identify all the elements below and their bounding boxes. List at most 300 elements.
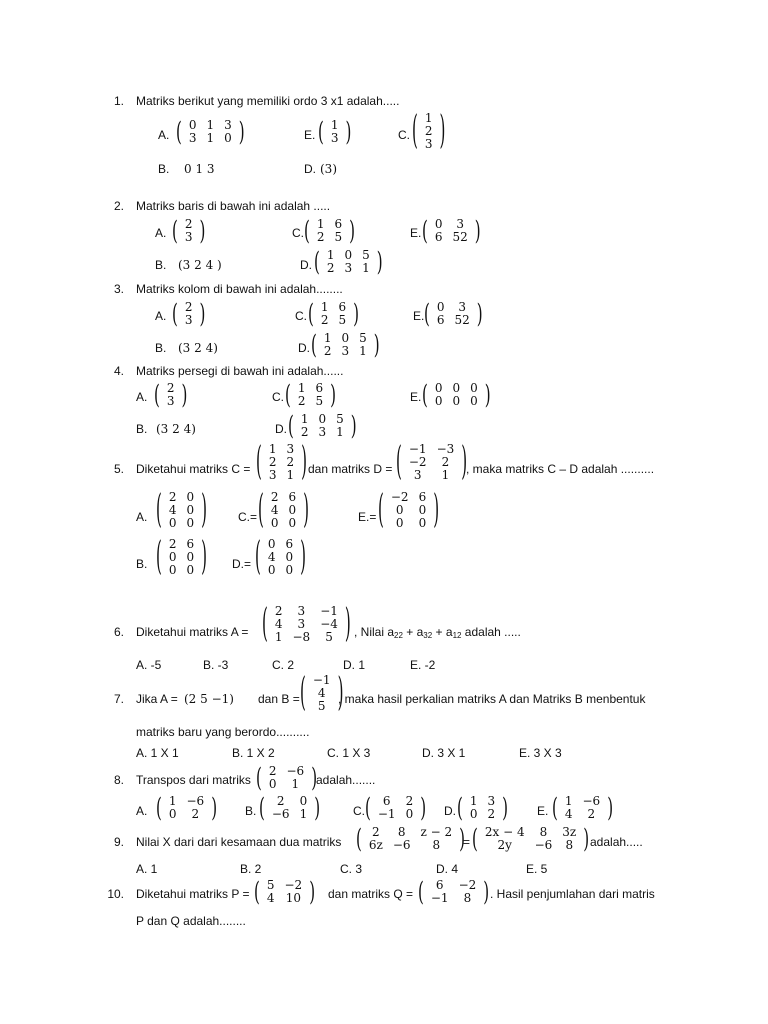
matrix-cell: 6: [435, 878, 444, 892]
q4-number: 4.: [113, 364, 124, 378]
q3-option-b-label: B.: [155, 341, 167, 355]
matrix-cell: 2: [323, 344, 332, 358]
matrix-cell: 2: [286, 455, 295, 469]
matrix-cell: 0: [268, 777, 277, 791]
left-paren: (: [285, 378, 291, 410]
matrix-cell: 1: [362, 261, 370, 275]
q6-answer-b: B. -3: [203, 658, 229, 672]
q2-text: Matriks baris di bawah ini adalah .....: [136, 199, 331, 213]
matrix-cell: 8: [539, 825, 548, 839]
matrix-cell: 6: [315, 381, 324, 395]
q4-option-b-matrix: (3 2 4): [156, 422, 196, 436]
q9-answer-a: A. 1: [136, 862, 158, 876]
matrix-cell: 1: [286, 468, 295, 482]
q4-option-c-label: C.: [272, 390, 284, 404]
left-paren: (: [288, 409, 294, 441]
q7-answer-e: E. 3 X 3: [519, 746, 562, 760]
q9-text: Nilai X dari dari kesamaan dua matriks: [136, 835, 342, 849]
matrix-cell: 0: [470, 394, 478, 408]
q7-answer-c: C. 1 X 3: [327, 746, 371, 760]
left-paren: (: [262, 599, 268, 647]
q9-equals-sign: =: [463, 835, 471, 849]
matrix-cell: 4: [270, 503, 279, 517]
matrix-cell: 0: [186, 563, 195, 577]
matrix-cell: −6: [392, 838, 411, 852]
matrix-cell: 0: [434, 394, 443, 408]
matrix-cell: 2: [184, 300, 193, 314]
right-paren: ): [439, 106, 446, 154]
q3-option-e-label: E.: [413, 309, 425, 323]
left-paren: (: [259, 791, 265, 823]
matrix-cell: 1: [326, 248, 335, 262]
matrix-cell: 5: [317, 699, 326, 713]
left-paren: (: [154, 378, 160, 410]
q6-answer-a: A. -5: [136, 658, 162, 672]
q7-answer-a: A. 1 X 1: [136, 746, 179, 760]
matrix-cell: 0: [405, 807, 414, 821]
right-paren: ): [502, 791, 508, 823]
matrix-cell: 1: [359, 344, 367, 358]
matrix-cell: 4: [317, 686, 326, 700]
matrix-cell: 0: [186, 516, 195, 530]
matrix-cell: −6: [286, 764, 305, 778]
matrix-cell: 3: [344, 261, 353, 275]
q4-option-a-label: A.: [136, 390, 148, 404]
matrix-cell: 3: [318, 425, 327, 439]
q8-option-b-label: B.: [245, 804, 257, 818]
left-paren: (: [356, 822, 362, 854]
left-paren: (: [176, 115, 182, 147]
matrix-cell: −1: [320, 604, 338, 618]
left-paren: (: [552, 791, 558, 823]
matrix-cell: 0: [395, 503, 404, 517]
q10-matrix-q: [418, 875, 490, 907]
matrix-cell: 2: [300, 425, 309, 439]
q5-option-e-label: E.=: [358, 510, 377, 524]
left-paren: (: [422, 214, 428, 246]
q5-option-b-matrix: [156, 532, 207, 580]
matrix-cell: 4: [266, 891, 275, 905]
q2-option-d-label: D.: [300, 258, 312, 272]
matrix-cell: 3: [458, 300, 466, 314]
matrix-cell: 0: [168, 807, 177, 821]
matrix-cell: 4: [564, 807, 573, 821]
right-paren: ): [484, 378, 491, 410]
matrix-cell: 5: [266, 878, 275, 892]
right-paren: ): [350, 409, 357, 441]
q6-nilai-label: , Nilai: [354, 625, 388, 639]
left-paren: (: [256, 437, 262, 485]
q8-option-b-matrix: [259, 791, 321, 823]
q10-text-p: Diketahui matriks P =: [136, 887, 250, 901]
matrix-cell: 6: [436, 313, 445, 327]
q1-option-b-matrix: 0 1 3: [184, 162, 215, 176]
matrix-cell: 1: [323, 331, 332, 345]
q10-number: 10.: [107, 887, 124, 901]
matrix-cell: 5: [338, 313, 347, 327]
q9-matrix-right: [472, 822, 590, 854]
matrix-cell: 0: [452, 394, 461, 408]
right-paren: ): [301, 437, 307, 485]
matrix-cell: 5: [315, 394, 324, 408]
q2-number: 2.: [113, 199, 124, 213]
matrix-cell: 1: [274, 630, 283, 644]
matrix-cell: 5: [325, 630, 333, 644]
left-paren: (: [422, 378, 428, 410]
matrix-cell: 3: [188, 131, 197, 145]
matrix-cell: 3: [413, 468, 422, 482]
matrix-cell: 5: [334, 230, 343, 244]
q8-matrix: [256, 761, 318, 793]
right-paren: ): [376, 245, 383, 277]
matrix-cell: 3: [487, 794, 496, 808]
matrix-cell: 4: [267, 550, 276, 564]
q2-option-e-matrix: [422, 214, 481, 246]
q3-option-d-label: D.: [298, 341, 310, 355]
q9-adalah: adalah.....: [590, 835, 643, 849]
q6-number: 6.: [113, 625, 124, 639]
q3-option-a-label: A.: [155, 309, 167, 323]
matrix-cell: 0: [186, 503, 195, 517]
matrix-cell: −6: [534, 838, 553, 852]
q8-option-a-matrix: [156, 791, 218, 823]
matrix-cell: 6: [382, 794, 391, 808]
matrix-cell: 1: [336, 425, 344, 439]
left-paren: (: [318, 115, 324, 147]
right-paren: ): [483, 875, 490, 907]
q6-term-0: a: [387, 625, 395, 639]
right-paren: ): [344, 599, 351, 647]
q7-number: 7.: [113, 692, 124, 706]
q1-option-c-label: C.: [398, 128, 410, 142]
q6-answer-c: C. 2: [272, 658, 295, 672]
q5-option-d-matrix: [255, 532, 306, 580]
matrix-cell: 1: [469, 794, 478, 808]
matrix-cell: z − 2: [420, 825, 453, 839]
matrix-cell: 0: [436, 300, 445, 314]
q7-matrix-b: [300, 668, 344, 716]
matrix-cell: 6: [288, 490, 297, 504]
matrix-cell: 2: [441, 455, 450, 469]
q6-subscript-2: 12: [452, 631, 462, 640]
q9-number: 9.: [113, 835, 124, 849]
q2-option-b-label: B.: [155, 258, 167, 272]
matrix-cell: 6: [334, 217, 343, 231]
matrix-cell: 1: [330, 118, 339, 132]
matrix-cell: 3: [224, 118, 232, 132]
matrix-cell: 2: [297, 394, 306, 408]
q2-option-a-label: A.: [155, 226, 167, 240]
matrix-cell: −3: [436, 442, 455, 456]
right-paren: ): [337, 668, 344, 716]
q8-option-d-label: D.: [444, 804, 456, 818]
matrix-cell: −2: [284, 878, 303, 892]
q9-answer-d: D. 4: [436, 862, 459, 876]
matrix-cell: 3: [268, 468, 277, 482]
right-paren: ): [309, 875, 316, 907]
q9-answer-e: E. 5: [526, 862, 548, 876]
matrix-cell: 0: [299, 794, 308, 808]
matrix-cell: 2: [320, 313, 329, 327]
q6-matrix-a: [262, 599, 351, 647]
q7-matrix-a: (2 5 −1): [184, 692, 234, 706]
matrix-cell: 1: [206, 118, 215, 132]
q1-option-e-matrix: [318, 115, 352, 147]
matrix-cell: 3z: [562, 825, 577, 839]
matrix-cell: 0: [168, 516, 177, 530]
left-paren: (: [418, 875, 424, 907]
left-paren: (: [304, 214, 310, 246]
right-paren: ): [181, 378, 188, 410]
right-paren: ): [345, 115, 352, 147]
q8-text: Transpos dari matriks: [136, 773, 251, 787]
matrix-cell: 0: [452, 381, 461, 395]
matrix-cell: 3: [184, 230, 193, 244]
left-paren: (: [156, 791, 162, 823]
matrix-cell: 5: [362, 248, 370, 262]
matrix-cell: −6: [186, 794, 205, 808]
matrix-cell: 2y: [497, 838, 512, 852]
q9-matrix-left: [356, 822, 466, 854]
left-paren: (: [156, 485, 162, 533]
matrix-cell: 3: [184, 313, 193, 327]
q8-adalah: adalah.......: [316, 773, 376, 787]
matrix-cell: 0: [418, 503, 427, 517]
matrix-cell: 0: [285, 563, 294, 577]
matrix-cell: 3: [286, 442, 295, 456]
q7-text-b: dan B =: [258, 692, 300, 706]
left-paren: (: [365, 791, 371, 823]
matrix-cell: 1: [441, 468, 450, 482]
matrix-cell: 10: [285, 891, 301, 905]
q3-option-b-matrix: (3 2 4): [178, 341, 218, 355]
matrix-cell: 0: [267, 563, 276, 577]
left-paren: (: [156, 532, 162, 580]
left-paren: (: [172, 297, 178, 329]
left-paren: (: [424, 297, 430, 329]
matrix-cell: 4: [168, 503, 177, 517]
matrix-cell: 0: [288, 503, 297, 517]
matrix-cell: −6: [582, 794, 601, 808]
matrix-cell: 0: [224, 131, 232, 145]
q8-number: 8.: [113, 773, 124, 787]
matrix-cell: 2: [168, 490, 177, 504]
matrix-cell: 2x − 4: [484, 825, 525, 839]
right-paren: ): [433, 485, 440, 533]
matrix-cell: 0: [344, 248, 353, 262]
matrix-cell: 5: [336, 412, 344, 426]
q2-option-c-matrix: [304, 214, 355, 246]
matrix-cell: 4: [274, 617, 283, 631]
right-paren: ): [199, 214, 206, 246]
q5-option-d-label: D.=: [232, 557, 252, 571]
q7-answer-b: B. 1 X 2: [232, 746, 275, 760]
q6-adalah: adalah .....: [461, 625, 521, 639]
q5-text-question: , maka matriks C – D adalah ..........: [466, 462, 655, 476]
matrix-cell: 0: [395, 516, 404, 530]
q7-text-a: Jika A =: [136, 692, 178, 706]
q3-option-e-matrix: [424, 297, 483, 329]
q4-option-b-label: B.: [136, 422, 148, 436]
q2-option-a-matrix: [172, 214, 206, 246]
q7-answer-d: D. 3 X 1: [422, 746, 466, 760]
matrix-cell: 1: [564, 794, 573, 808]
matrix-cell: −4: [320, 617, 338, 631]
matrix-cell: −6: [271, 807, 290, 821]
matrix-cell: 2: [168, 537, 177, 551]
q2-option-e-label: E.: [410, 226, 422, 240]
matrix-cell: 8: [565, 838, 574, 852]
matrix-cell: 0: [470, 381, 478, 395]
matrix-cell: 52: [454, 313, 470, 327]
q10-text-q: dan matriks Q =: [328, 887, 414, 901]
matrix-cell: 0: [188, 118, 197, 132]
matrix-cell: 1: [268, 442, 277, 456]
left-paren: (: [300, 668, 306, 716]
q3-option-a-matrix: [172, 297, 206, 329]
matrix-cell: 1: [316, 217, 325, 231]
q5-option-c-label: C.=: [238, 510, 258, 524]
left-paren: (: [256, 761, 262, 793]
q8-option-c-matrix: [365, 791, 427, 823]
matrix-cell: 3: [297, 604, 306, 618]
q3-option-d-matrix: [311, 328, 380, 360]
matrix-cell: 1: [424, 111, 433, 125]
q5-option-e-matrix: [378, 485, 440, 533]
matrix-cell: 1: [206, 131, 215, 145]
q1-option-d-label: D.: [304, 162, 316, 176]
matrix-cell: 0: [418, 516, 427, 530]
left-paren: (: [258, 485, 264, 533]
matrix-cell: 2: [587, 807, 596, 821]
right-paren: ): [238, 115, 245, 147]
matrix-cell: 0: [168, 563, 177, 577]
q1-option-c-matrix: [412, 106, 446, 154]
left-paren: (: [255, 532, 261, 580]
q5-matrix-d: [396, 437, 468, 485]
matrix-cell: 6: [186, 537, 195, 551]
q7-text-ordo: matriks baru yang berordo..........: [136, 725, 310, 739]
q5-text-d: dan matriks D =: [308, 462, 393, 476]
right-paren: ): [303, 485, 309, 533]
matrix-cell: 6: [418, 490, 427, 504]
matrix-cell: 3: [341, 344, 350, 358]
matrix-cell: 0: [267, 537, 276, 551]
q1-option-b-label: B.: [158, 162, 170, 176]
matrix-cell: 2: [372, 825, 380, 839]
right-paren: ): [311, 761, 318, 793]
right-paren: ): [330, 378, 336, 410]
matrix-cell: 0: [318, 412, 327, 426]
right-paren: ): [459, 822, 466, 854]
matrix-cell: −2: [408, 455, 427, 469]
q2-option-b-matrix: (3 2 4 ): [178, 258, 222, 272]
q1-option-e-label: E.: [304, 128, 316, 142]
q6-answer-d: D. 1: [343, 658, 366, 672]
matrix-cell: 2: [276, 794, 285, 808]
q4-text: Matriks persegi di bawah ini adalah......: [136, 364, 344, 378]
q3-text: Matriks kolom di bawah ini adalah........: [136, 282, 343, 296]
matrix-cell: −2: [458, 878, 477, 892]
q1-option-d-matrix: (3): [320, 162, 337, 176]
matrix-cell: 8: [463, 891, 472, 905]
matrix-cell: 6: [338, 300, 347, 314]
right-paren: ): [201, 485, 207, 533]
left-paren: (: [412, 106, 418, 154]
matrix-cell: 2: [316, 230, 325, 244]
q8-option-a-label: A.: [136, 804, 148, 818]
q9-answer-b: B. 2: [240, 862, 262, 876]
right-paren: ): [461, 437, 468, 485]
right-paren: ): [300, 532, 306, 580]
matrix-cell: 1: [168, 794, 177, 808]
q6-text: Diketahui matriks A =: [136, 625, 249, 639]
matrix-cell: 8: [397, 825, 406, 839]
matrix-cell: −1: [312, 673, 331, 687]
q6-subscript-1: 32: [423, 631, 433, 640]
matrix-cell: −2: [390, 490, 409, 504]
matrix-cell: −8: [292, 630, 311, 644]
q5-option-b-label: B.: [136, 557, 148, 571]
matrix-cell: 0: [186, 550, 195, 564]
matrix-cell: 3: [330, 131, 339, 145]
matrix-cell: −1: [430, 891, 449, 905]
q7-text-question: , maka hasil perkalian matriks A dan Matriks B menbentuk: [338, 692, 646, 706]
q5-option-a-label: A.: [136, 510, 148, 524]
matrix-cell: 0: [168, 550, 177, 564]
matrix-cell: 2: [166, 381, 175, 395]
q10-text-adalah: P dan Q adalah........: [136, 914, 246, 928]
left-paren: (: [378, 485, 384, 533]
q8-option-c-label: C.: [353, 804, 365, 818]
q5-text-c: Diketahui matriks C =: [136, 462, 251, 476]
matrix-cell: 0: [285, 550, 294, 564]
q9-answer-c: C. 3: [340, 862, 363, 876]
matrix-cell: 52: [452, 230, 468, 244]
q4-option-e-matrix: [422, 378, 491, 410]
matrix-cell: 0: [270, 516, 279, 530]
matrix-cell: −1: [408, 442, 427, 456]
q4-option-d-matrix: [288, 409, 357, 441]
right-paren: ): [199, 297, 206, 329]
matrix-cell: 3: [424, 137, 433, 151]
matrix-cell: 2: [191, 807, 200, 821]
q6-answer-e: E. -2: [410, 658, 436, 672]
matrix-cell: 6: [434, 230, 443, 244]
right-paren: ): [373, 328, 380, 360]
left-paren: (: [311, 328, 317, 360]
q1-text: Matriks berikut yang memiliki ordo 3 x1 adalah.....: [136, 94, 400, 108]
matrix-cell: 2: [184, 217, 193, 231]
left-paren: (: [472, 822, 478, 854]
matrix-cell: 2: [268, 764, 277, 778]
q2-option-c-label: C.: [292, 226, 304, 240]
matrix-cell: 0: [186, 490, 195, 504]
matrix-cell: 1: [291, 777, 300, 791]
q6-subscript-0: 22: [394, 631, 403, 640]
matrix-cell: 2: [405, 794, 414, 808]
matrix-cell: 2: [326, 261, 335, 275]
matrix-cell: 2: [487, 807, 496, 821]
right-paren: ): [314, 791, 321, 823]
q10-text-question: . Hasil penjumlahan dari matris: [490, 887, 655, 901]
q3-number: 3.: [113, 282, 124, 296]
matrix-cell: 1: [299, 807, 308, 821]
matrix-cell: 0: [288, 516, 297, 530]
q3-option-c-label: C.: [295, 309, 307, 323]
left-paren: (: [308, 297, 314, 329]
left-paren: (: [172, 214, 178, 246]
